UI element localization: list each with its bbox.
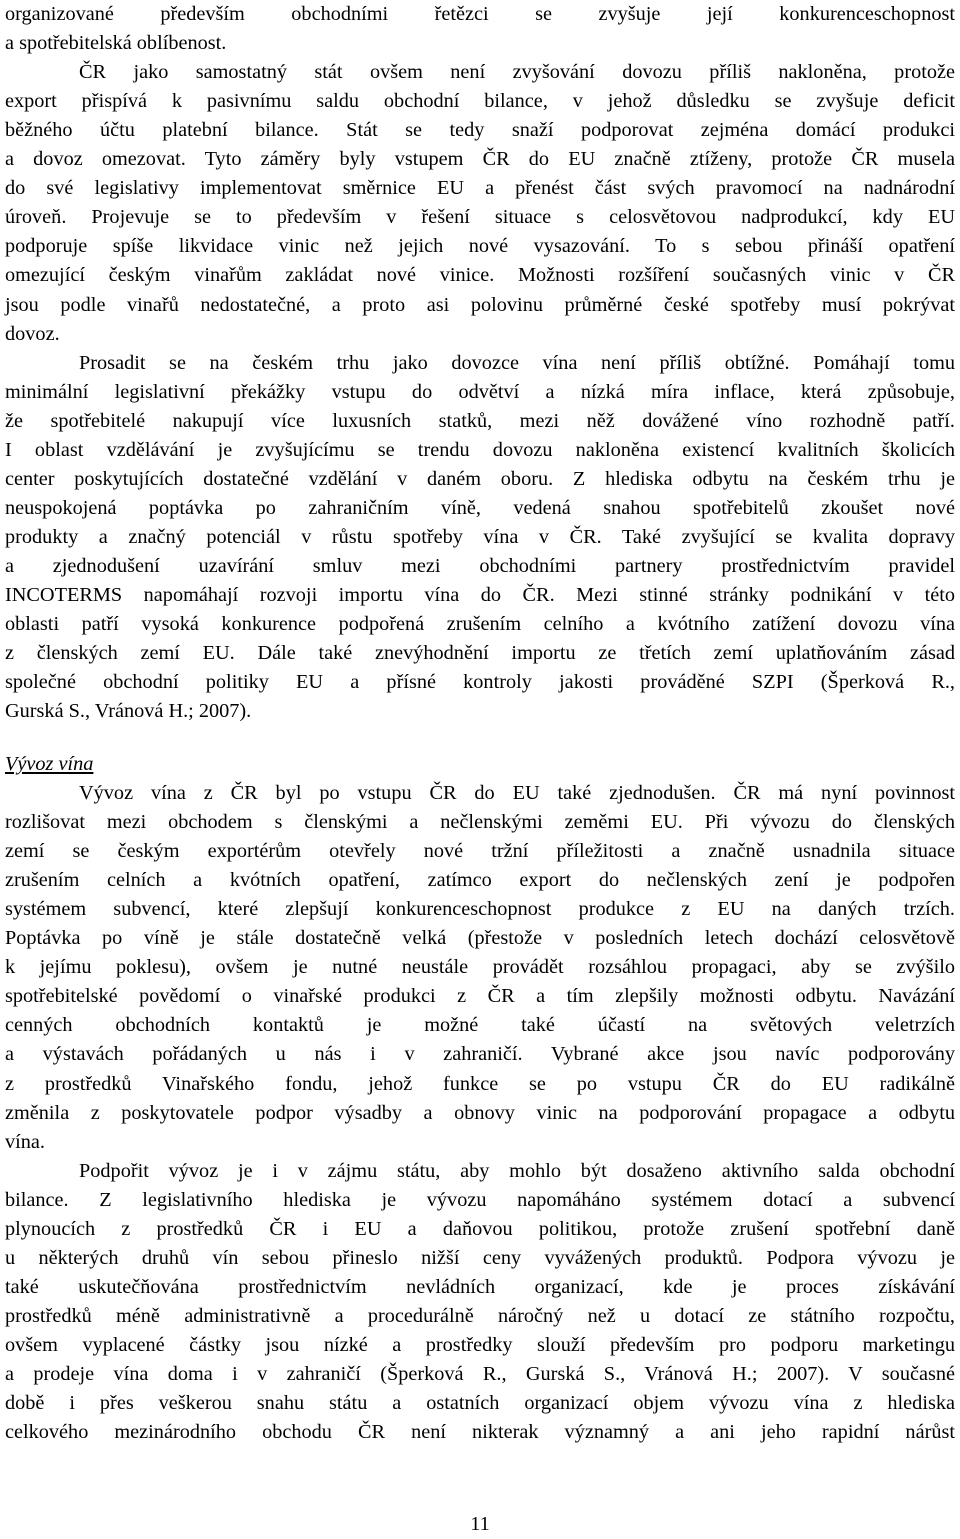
text-line: že spotřebitelé nakupují více luxusních statků, mezi něž dovážené víno rozhodně patří.	[5, 409, 955, 432]
text-line: běžného účtu platební bilance. Stát se tedy snaží podporovat zejména domácí produkci	[5, 119, 955, 142]
text-line: úroveň. Projevuje se to především v řešení situace s celosvětovou nadprodukcí, kdy EU	[5, 206, 955, 229]
text-line: také uskutečňována prostřednictvím nevládních organizací, kde je proces získávání	[5, 1275, 955, 1298]
text-line: dovoz.	[5, 322, 60, 345]
text-line: do své legislativy implementovat směrnice EU a přenést část svých pravomocí na nadnárodní	[5, 177, 955, 200]
text-line: cenných obchodních kontaktů je možné také účastí na světových veletrzích	[5, 1014, 955, 1037]
text-line: zemí se českým exportérům otevřely nové tržní příležitosti a značně usnadnila situace	[5, 840, 955, 863]
text-line: spotřebitelské povědomí o vinařské produkci z ČR a tím zlepšily možnosti odbytu. Navázání	[5, 985, 955, 1008]
text-line: organizované především obchodními řetězci se zvyšuje její konkurenceschopnost	[5, 3, 955, 25]
text-line: celkového mezinárodního obchodu ČR není nikterak významný a ani jeho rapidní nárůst	[5, 1421, 955, 1444]
text-line: a spotřebitelská oblíbenost.	[5, 32, 227, 55]
text-line: omezující českým vinařům zakládat nové vinice. Možnosti rozšíření současných vinic v ČR	[5, 264, 955, 287]
text-line: oblasti patří vysoká konkurence podpořená zrušením celního a kvótního zatížení dovozu vína	[5, 613, 955, 636]
text-line: a zjednodušení uzavírání smluv mezi obchodními partnery prostřednictvím pravidel	[5, 554, 955, 577]
text-line: neuspokojená poptávka po zahraničním víně, vedená snahou spotřebitelů zkoušet nové	[5, 496, 955, 519]
text-line: době i přes veškerou snahu státu a ostatních organizací objem vývozu vína z hlediska	[5, 1392, 955, 1415]
text-line: ovšem vyplacené částky jsou nízké a prostředky slouží především pro podporu marketingu	[5, 1333, 955, 1356]
text-line: bilance. Z legislativního hlediska je vývozu napomáháno systémem dotací a subvencí	[5, 1188, 955, 1211]
text-line: vína.	[5, 1130, 45, 1153]
text-line: zrušením celních a kvótních opatření, zatímco export do nečlenských zení je podpořen	[5, 869, 955, 892]
text-line: Podpořit vývoz je i v zájmu státu, aby mohlo být dosaženo aktivního salda obchodní	[79, 1159, 955, 1182]
page-number: 11	[470, 1513, 490, 1535]
text-line: systémem subvencí, které zlepšují konkurenceschopnost produkce z EU na daných trzích.	[5, 898, 955, 921]
text-line: plynoucích z prostředků ČR i EU a daňovou politikou, protože zrušení spotřební daně	[5, 1217, 955, 1240]
section-heading: Vývoz vína	[5, 753, 94, 775]
text-line: společné obchodní politiky EU a přísné kontroly jakosti prováděné SZPI (Šperková R.,	[5, 671, 955, 694]
text-line: INCOTERMS napomáhají rozvoji importu vína do ČR. Mezi stinné stránky podnikání v této	[5, 584, 955, 606]
text-line: I oblast vzdělávání je zvyšujícímu se trendu dovozu nakloněna existencí kvalitních školicích	[5, 438, 955, 461]
text-line: rozlišovat mezi obchodem s členskými a nečlenskými zeměmi EU. Při vývozu do členských	[5, 811, 955, 834]
text-line: změnila z poskytovatele podpor výsadby a obnovy vinic na podporování propagace a odbytu	[5, 1101, 955, 1124]
text-line: Gurská S., Vránová H.; 2007).	[5, 700, 252, 723]
text-line: Vývoz vína z ČR byl po vstupu ČR do EU také zjednodušen. ČR má nyní povinnost	[79, 782, 955, 804]
text-line: z členských zemí EU. Dále také znevýhodnění importu ze třetích zemí uplatňováním zásad	[5, 642, 955, 665]
text-line: u některých druhů vín sebou přineslo nižší ceny vyvážených produktů. Podpora vývozu je	[5, 1246, 955, 1269]
text-line: produkty a značný potenciál v růstu spotřeby vína v ČR. Také zvyšující se kvalita dopravy	[5, 525, 955, 548]
text-line: Prosadit se na českém trhu jako dovozce vína není příliš obtížné. Pomáhají tomu	[79, 351, 955, 374]
text-line: a dovoz omezovat. Tyto záměry byly vstupem ČR do EU značně ztíženy, protože ČR musela	[5, 148, 955, 171]
text-line: a výstavách pořádaných u nás i v zahraničí. Vybrané akce jsou navíc podporovány	[5, 1043, 955, 1066]
text-line: center poskytujících dostatečné vzdělání v daném oboru. Z hlediska odbytu na českém trhu je	[5, 467, 955, 490]
text-line: k jejímu poklesu), ovšem je nutné neustále provádět rozsáhlou propagaci, aby se zvýšilo	[5, 956, 955, 979]
text-line: Poptávka po víně je stále dostatečně velká (přestože v posledních letech dochází celosvětově	[5, 927, 955, 950]
text-line: export přispívá k pasivnímu saldu obchodní bilance, v jehož důsledku se zvyšuje deficit	[5, 90, 955, 113]
text-line: podporuje spíše likvidace vinic než jejich nové vysazování. To s sebou přináší opatření	[5, 235, 955, 258]
text-line: a prodeje vína doma i v zahraničí (Šperková R., Gurská S., Vránová H.; 2007). V současné	[5, 1363, 955, 1385]
text-line: prostředků méně administrativně a procedurálně náročný než u dotací ze státního rozpočtu,	[5, 1304, 955, 1327]
text-line: minimální legislativní překážky vstupu do odvětví a nízká míra inflace, která způsobuje,	[5, 380, 955, 403]
text-line: jsou podle vinařů nedostatečné, a proto asi polovinu průměrné české spotřeby musí pokrývat	[5, 293, 955, 316]
text-line: z prostředků Vinařského fondu, jehož funkce se po vstupu ČR do EU radikálně	[5, 1072, 955, 1095]
text-line: ČR jako samostatný stát ovšem není zvyšování dovozu příliš nakloněna, protože	[79, 61, 955, 84]
